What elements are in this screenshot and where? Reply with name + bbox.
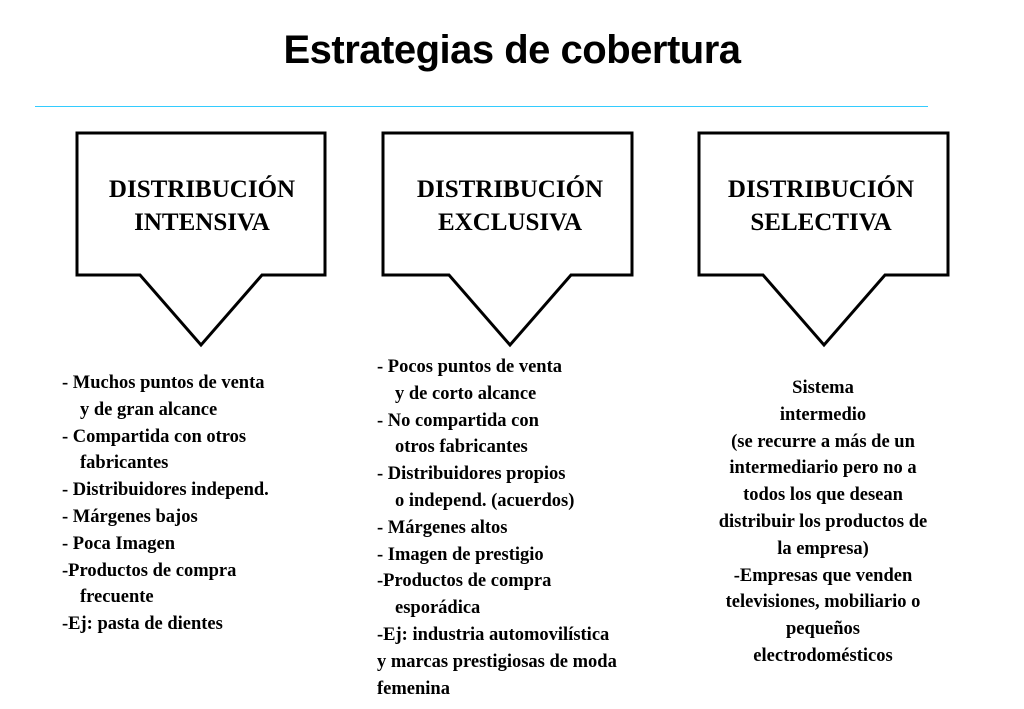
list-item: - Distribuidores independ. — [62, 480, 269, 501]
list-item: intermedio — [779, 404, 867, 425]
box-label-line1: DISTRIBUCIÓN — [416, 176, 604, 203]
box-label-exclusiva — [385, 173, 635, 239]
list-item: - Distribuidores propios — [377, 464, 566, 485]
list-item: Sistema — [792, 378, 854, 398]
list-item: - No compartida con — [377, 410, 539, 431]
arrow-box-exclusiva — [383, 133, 632, 345]
list-item: -Empresas que venden — [733, 565, 913, 586]
arrow-box-selectiva — [699, 133, 948, 345]
list-item: pequeños — [785, 619, 861, 640]
list-item: fabricantes — [80, 453, 169, 474]
slide-title: Estrategias de cobertura — [283, 28, 741, 72]
list-item: frecuente — [80, 587, 154, 608]
exclusiva-characteristics — [377, 354, 617, 702]
selectiva-characteristics — [692, 375, 954, 670]
list-item: - Pocos puntos de venta — [377, 357, 563, 377]
box-label-line2: INTENSIVA — [134, 209, 270, 236]
list-item: y de gran alcance — [80, 399, 218, 420]
box-label-line1: DISTRIBUCIÓN — [727, 176, 915, 203]
box-label-line2: SELECTIVA — [750, 209, 892, 236]
list-item: distribuir los productos de — [718, 511, 928, 532]
list-item: televisiones, mobiliario o — [725, 592, 921, 613]
list-item: - Imagen de prestigio — [377, 544, 544, 565]
list-item: (se recurre a más de un — [731, 431, 915, 452]
list-item: todos los que desean — [743, 485, 903, 506]
box-label-line1: DISTRIBUCIÓN — [108, 176, 296, 203]
intensiva-characteristics — [62, 370, 269, 638]
box-label-selectiva — [696, 173, 946, 239]
list-item: y marcas prestigiosas de moda — [377, 651, 617, 672]
list-item: intermediario pero no a — [729, 458, 917, 479]
list-item: - Poca Imagen — [62, 533, 176, 554]
list-item: femenina — [377, 678, 450, 699]
list-item: -Productos de compra — [377, 571, 552, 592]
list-item: o independ. (acuerdos) — [395, 490, 575, 511]
list-item: -Ej: pasta de dientes — [62, 614, 223, 635]
list-item: electrodomésticos — [753, 645, 893, 666]
list-item: la empresa) — [777, 538, 869, 559]
list-item: - Márgenes bajos — [62, 506, 198, 527]
list-item: -Productos de compra — [62, 560, 237, 581]
list-item: otros fabricantes — [395, 437, 528, 458]
list-item: - Muchos puntos de venta — [62, 373, 265, 393]
list-item: esporádica — [395, 598, 481, 619]
box-label-intensiva — [77, 173, 327, 239]
box-label-line2: EXCLUSIVA — [437, 209, 583, 236]
arrow-box-intensiva — [77, 133, 325, 345]
list-item: - Márgenes altos — [377, 517, 508, 538]
list-item: -Ej: industria automovilística — [377, 624, 610, 645]
list-item: y de corto alcance — [395, 383, 537, 404]
list-item: - Compartida con otros — [62, 426, 247, 447]
